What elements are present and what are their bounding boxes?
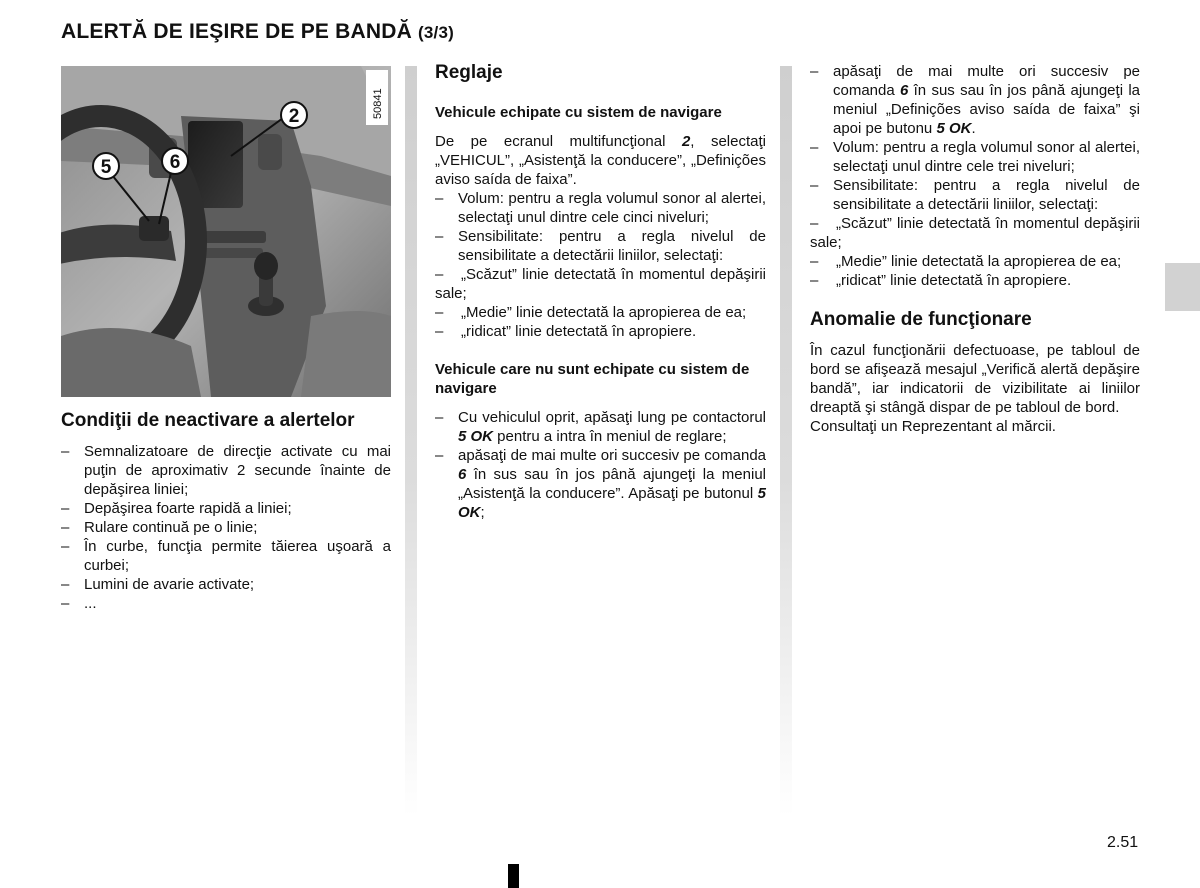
column-separator-right bbox=[780, 66, 792, 816]
list-item bbox=[435, 408, 766, 446]
list-item: – Depăşirea foarte rapidă a liniei; bbox=[61, 499, 391, 518]
column-separator-left bbox=[405, 66, 417, 816]
callout-2 bbox=[281, 102, 307, 128]
section-tab-marker bbox=[1165, 263, 1200, 311]
nav-heading: Vehicule echipate cu sistem de navigare bbox=[435, 104, 722, 121]
item-ref: 6 bbox=[900, 82, 909, 99]
callout-5 bbox=[93, 153, 119, 179]
bottom-mark bbox=[508, 864, 519, 888]
page-number: 2.51 bbox=[1107, 834, 1139, 851]
deactivation-heading: Condiţii de neactivare a alertelor bbox=[61, 410, 355, 431]
item-text: apăsaţi de mai multe ori succesiv pe comanda bbox=[833, 63, 1140, 99]
dashboard-illustration bbox=[61, 66, 391, 397]
callout-5-label: 5 bbox=[100, 157, 112, 178]
page-title bbox=[61, 20, 454, 44]
item-text: Cu vehiculul oprit, apăsaţi lung pe contactorul bbox=[458, 409, 766, 426]
list-item: – Lumini de avarie activate; bbox=[61, 575, 391, 594]
left-column bbox=[61, 62, 391, 613]
deactivation-list bbox=[61, 442, 391, 613]
list-item bbox=[810, 62, 1140, 138]
title-text: ALERTĂ DE IEŞIRE DE PE BANDĂ bbox=[61, 20, 412, 43]
option-text: „Medie” linie detectată la apropierea de ea; bbox=[836, 253, 1122, 270]
list-item bbox=[435, 446, 766, 522]
option-text: „ridicat” linie detectată în apropiere. bbox=[461, 323, 697, 340]
right-column bbox=[810, 62, 1140, 436]
option-text: „Medie” linie detectată la apropierea de ea; bbox=[461, 304, 747, 321]
item-text: în sus sau în jos până ajungeţi la meniul „Definições aviso saída de faixa” şi apoi pe butonu bbox=[833, 82, 1140, 137]
malfunction-heading: Anomalie de funcţionare bbox=[810, 309, 1032, 330]
list-item: – Volum: pentru a regla volumul sonor al alertei, selectaţi unul dintre cele cinci niveluri; bbox=[435, 189, 766, 227]
item-text: în sus sau în jos până ajungeţi la meniul „Asistenţă la conducere”. Apăsaţi pe butonul bbox=[458, 466, 766, 502]
item-ref: 5 OK bbox=[458, 485, 766, 521]
settings-heading: Reglaje bbox=[435, 62, 503, 83]
consult-text: Consultaţi un Reprezentant al mărcii. bbox=[810, 418, 1056, 435]
nonav-list bbox=[435, 408, 766, 522]
list-item bbox=[435, 227, 766, 265]
list-item: – Semnalizatoare de direcţie activate cu mai puţin de aproximativ 2 secunde înainte de depăşirea liniei; bbox=[61, 442, 391, 499]
title-part: (3/3) bbox=[418, 23, 454, 42]
option-text: „Scăzut” linie detectată în momentul depăşirii sale; bbox=[810, 215, 1140, 251]
nav-sensitivity-options bbox=[435, 265, 766, 341]
item-text: ; bbox=[480, 504, 485, 521]
list-item: – ... bbox=[61, 594, 391, 613]
list-item: – „Scăzut” linie detectată în momentul depăşirii sale; bbox=[435, 266, 766, 302]
option-text: „ridicat” linie detectată în apropiere. bbox=[836, 272, 1072, 289]
list-item-text: Sensibilitate: pentru a regla nivelul de sensibilitate a detectării liniilor, selectaţi: bbox=[458, 228, 766, 264]
list-item: – Sensibilitate: pentru a regla nivelul de sensibilitate a detectării liniilor, selectaţi: bbox=[810, 176, 1140, 214]
middle-column bbox=[435, 62, 766, 522]
list-item: – Volum: pentru a regla volumul sonor al alertei, selectaţi unul dintre cele trei niveluri; bbox=[810, 138, 1140, 176]
dashboard-drawing bbox=[61, 66, 391, 397]
item-text: pentru a intra în meniul de reglare; bbox=[493, 428, 727, 445]
item-text: apăsaţi de mai multe ori succesiv pe comanda bbox=[458, 447, 766, 464]
list-item: – „ridicat” linie detectată în apropiere. bbox=[435, 323, 697, 340]
nav-intro bbox=[435, 132, 766, 189]
malfunction-text: În cazul funcţionării defectuoase, pe tabloul de bord se afişează mesajul „Verifică alertă depăşire bandă”, iar indicatorii de vizibilitate ai liniilor dreaptă şi stângă dispar de pe tabloul de bord. bbox=[810, 342, 1140, 416]
list-item: – „Medie” linie detectată la apropierea de ea; bbox=[810, 253, 1122, 270]
item-text: . bbox=[971, 120, 976, 137]
nav-list bbox=[435, 189, 766, 265]
nonav-heading: Vehicule care nu sunt echipate cu sistem de navigare bbox=[435, 361, 750, 397]
nonav-sensitivity-options bbox=[810, 214, 1140, 290]
nonav-continued-list bbox=[810, 62, 1140, 214]
item-ref: 6 bbox=[458, 466, 467, 483]
list-item: – „Scăzut” linie detectată în momentul depăşirii sale; bbox=[810, 215, 1140, 251]
item-ref: 5 OK bbox=[936, 120, 972, 137]
item-ref: 5 OK bbox=[458, 428, 494, 445]
list-item: – „ridicat” linie detectată în apropiere. bbox=[810, 272, 1072, 289]
list-item: – Rulare continuă pe o linie; bbox=[61, 518, 391, 537]
nav-intro-text: De pe ecranul multifuncţional bbox=[435, 133, 682, 150]
callout-6-label: 6 bbox=[169, 152, 181, 173]
figure-code: 50841 bbox=[372, 88, 384, 119]
nav-intro-ref: 2 bbox=[681, 133, 691, 150]
callout-6 bbox=[162, 148, 188, 174]
option-text: „Scăzut” linie detectată în momentul depăşirii sale; bbox=[435, 266, 766, 302]
callout-2-label: 2 bbox=[288, 106, 300, 127]
nav-intro-text-2: , selectaţi „VEHICUL”, „Asistenţă la conducere”, „Definições aviso saída de faixa”. bbox=[435, 133, 766, 188]
list-item: – În curbe, funcţia permite tăierea uşoară a curbei; bbox=[61, 537, 391, 575]
list-item: – „Medie” linie detectată la apropierea de ea; bbox=[435, 304, 747, 321]
